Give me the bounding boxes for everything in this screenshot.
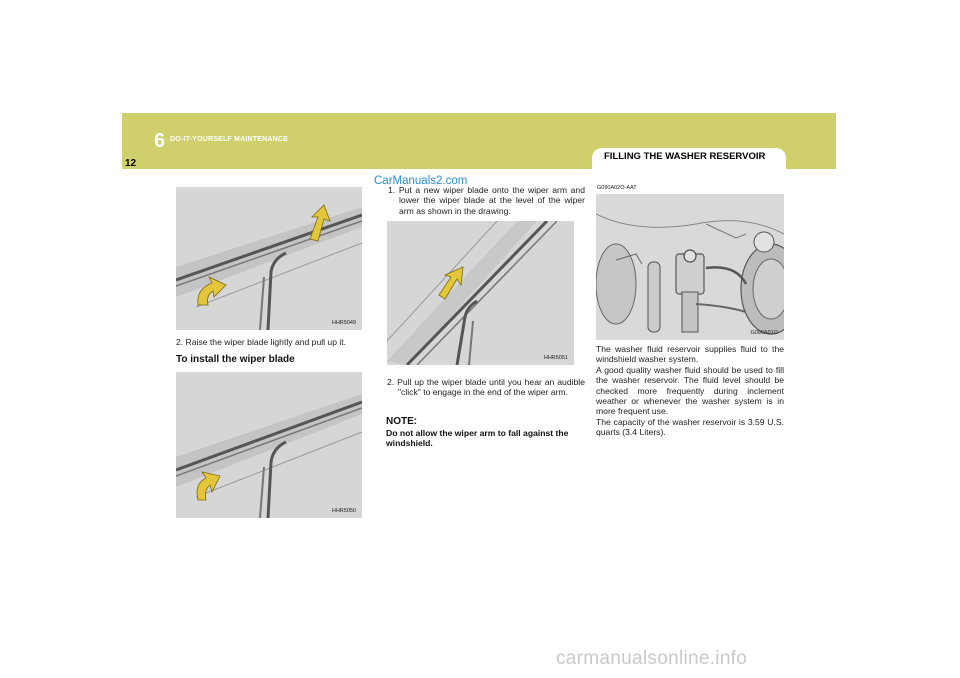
- wiper-illustration: [387, 221, 574, 365]
- chapter-number: 6: [154, 130, 166, 152]
- washer-paragraph: The washer fluid reservoir supplies fluid to the windshield washer system. A good quality washer fluid should be used to fill the washer reservoir. The fluid level should be checked more frequently during inclement weather or whenever the washer system is in more frequent use. The capacity of the washer reservoir is 3.59 U.S. quarts (3.4 Liters).: [596, 344, 784, 438]
- wiper-install-figure: [176, 372, 362, 518]
- engine-bay-illustration: [596, 194, 784, 340]
- middle-step-1: 1. Put a new wiper blade onto the wiper arm and lower the wiper blade at the level of the wiper arm as shown in the drawing.: [388, 185, 585, 216]
- wiper-attach-figure: [387, 221, 574, 365]
- page-number: 12: [125, 158, 137, 169]
- figure-code: HHR5051: [543, 355, 568, 361]
- figure-code: HHR5049: [331, 320, 356, 326]
- washer-reservoir-figure: [596, 194, 784, 340]
- chapter-title: DO-IT-YOURSELF MAINTENANCE: [170, 136, 288, 143]
- note-body: Do not allow the wiper arm to fall against the windshield.: [386, 428, 569, 449]
- note-title: NOTE:: [386, 416, 418, 427]
- section-title: FILLING THE WASHER RESERVOIR: [604, 151, 766, 162]
- wiper-removal-figure: [176, 187, 362, 330]
- footer-watermark[interactable]: carmanualsonline.info: [556, 648, 748, 669]
- figure-code: G090A01O: [750, 330, 778, 336]
- install-subheading: To install the wiper blade: [176, 354, 295, 365]
- wiper-illustration: [176, 372, 362, 518]
- section-code: G090A02O-AAT: [597, 185, 637, 191]
- middle-step-2: 2. Pull up the wiper blade until you hear an audible "click" to engage in the end of the wiper arm.: [387, 377, 585, 398]
- figure-code: HHR5050: [331, 508, 356, 514]
- left-step-2: 2. Raise the wiper blade lightly and pull up it.: [176, 337, 347, 347]
- watermark-link[interactable]: CarManuals2.com: [374, 175, 468, 187]
- wiper-illustration: [176, 187, 362, 330]
